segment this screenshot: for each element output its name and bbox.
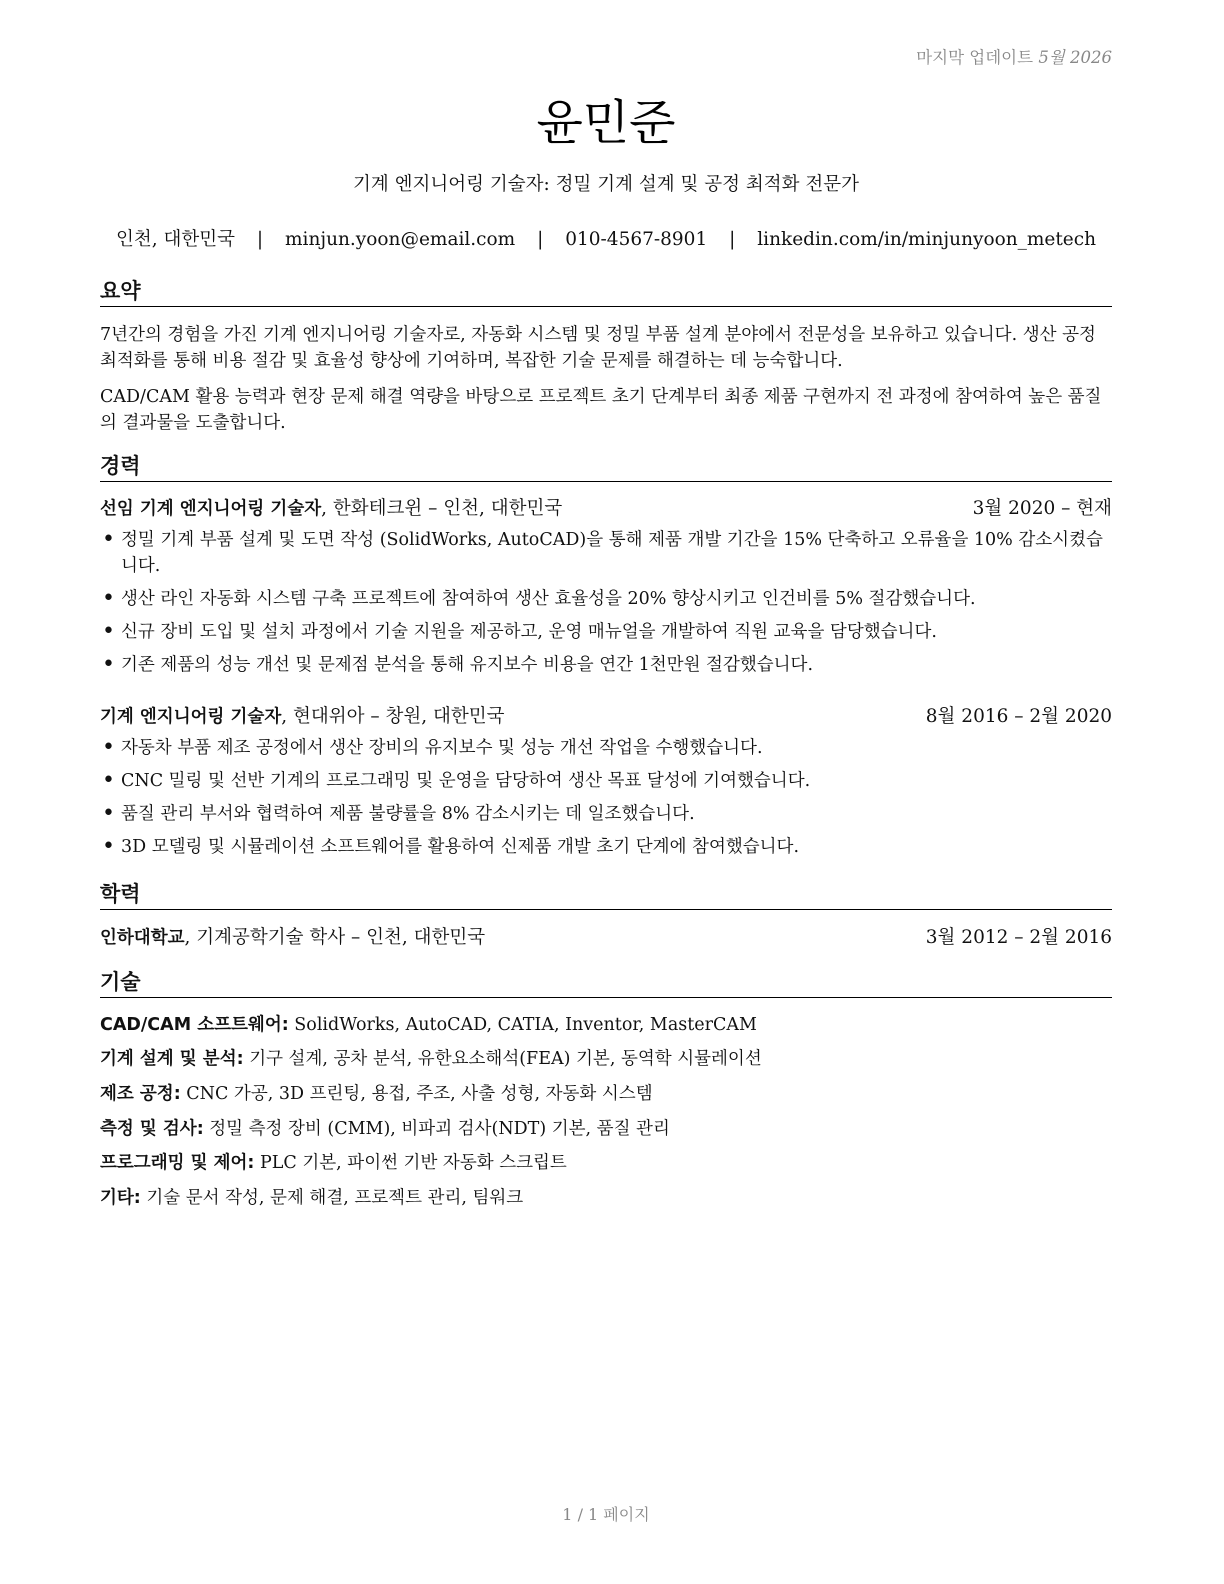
contact-separator: |: [729, 229, 736, 250]
list-item: • 정밀 기계 부품 설계 및 도면 작성 (SolidWorks, AutoCAD)을 통해 제품 개발 기간을 15% 단축하고 오류율을 10% 감소시켰습니다.: [100, 527, 1112, 579]
skill-key: 측정 및 검사:: [100, 1119, 204, 1139]
skill-key: 제조 공정:: [100, 1084, 181, 1104]
skill-row: [100, 1047, 1112, 1071]
list-item: • 기존 제품의 성능 개선 및 문제점 분석을 통해 유지보수 비용을 연간 1천만원 절감했습니다.: [100, 652, 1112, 678]
skill-value: 기구 설계, 공차 분석, 유한요소해석(FEA) 기본, 동역학 시뮬레이션: [243, 1049, 762, 1069]
summary-paragraph: 7년간의 경험을 가진 기계 엔지니어링 기술자로, 자동화 시스템 및 정밀 부품 설계 분야에서 전문성을 보유하고 있습니다. 생산 공정 최적화를 통해 비용 절감 및 효율성 향상에 기여하며, 복잡한 기술 문제를 해결하는 데 능숙합니다.: [100, 325, 1096, 371]
list-item: • 자동차 부품 제조 공정에서 생산 장비의 유지보수 및 성능 개선 작업을 수행했습니다.: [100, 735, 1112, 761]
contact-email[interactable]: minjun.yoon@email.com: [284, 229, 516, 250]
education-date: 3월 2012 – 2월 2016: [925, 927, 1112, 948]
section-title-education: 학력: [100, 881, 1112, 910]
skill-row: [100, 1013, 1112, 1037]
contact-line: [100, 225, 1112, 251]
last-updated-date: 5월 2026: [1038, 48, 1112, 67]
skill-row: [100, 1082, 1112, 1106]
contact-phone: 010-4567-8901: [565, 229, 708, 250]
summary-paragraph: CAD/CAM 활용 능력과 현장 문제 해결 역량을 바탕으로 프로젝트 초기 단계부터 최종 제품 구현까지 전 과정에 참여하여 높은 품질의 결과물을 도출합니다.: [100, 387, 1102, 433]
job-org: , 현대위아 – 창원, 대한민국: [281, 706, 505, 727]
contact-location: 인천, 대한민국: [115, 229, 235, 250]
job-role: 선임 기계 엔지니어링 기술자: [100, 499, 322, 519]
job-bullets: [100, 735, 1112, 867]
skill-row: [100, 1186, 1112, 1210]
job-header: [100, 705, 1112, 729]
job-date: 8월 2016 – 2월 2020: [925, 706, 1112, 727]
skill-key: 기계 설계 및 분석:: [100, 1049, 244, 1069]
skill-key: 기타:: [100, 1188, 141, 1208]
job-header: [100, 497, 1112, 521]
job-org: , 한화테크윈 – 인천, 대한민국: [321, 498, 563, 519]
contact-linkedin[interactable]: linkedin.com/in/minjunyoon_metech: [757, 229, 1097, 250]
section-title-summary: 요약: [100, 278, 1112, 307]
skill-row: [100, 1151, 1112, 1175]
candidate-name: 윤민준: [536, 95, 676, 151]
skill-value: CNC 가공, 3D 프린팅, 용접, 주조, 사출 성형, 자동화 시스템: [180, 1084, 653, 1104]
list-item: • 신규 장비 도입 및 설치 과정에서 기술 지원을 제공하고, 운영 매뉴얼을 개발하여 직원 교육을 담당했습니다.: [100, 619, 1112, 645]
section-title-skills: 기술: [100, 969, 1112, 998]
last-updated: [916, 44, 1112, 68]
skill-value: 정밀 측정 장비 (CMM), 비파괴 검사(NDT) 기본, 품질 관리: [203, 1119, 670, 1139]
education-school: 인하대학교: [100, 928, 185, 948]
candidate-headline: 기계 엔지니어링 기술자: 정밀 기계 설계 및 공정 최적화 전문가: [353, 174, 859, 195]
section-title-experience: 경력: [100, 453, 1112, 482]
last-updated-label: 마지막 업데이트: [916, 48, 1034, 67]
skill-row: [100, 1117, 1112, 1141]
list-item: • 3D 모델링 및 시뮬레이션 소프트웨어를 활용하여 신제품 개발 초기 단계에 참여했습니다.: [100, 834, 1112, 860]
education-entry: [100, 926, 1112, 950]
skill-key: CAD/CAM 소프트웨어:: [100, 1015, 289, 1035]
education-degree: , 기계공학기술 학사 – 인천, 대한민국: [184, 927, 486, 948]
contact-separator: |: [256, 229, 264, 250]
contact-separator: |: [537, 229, 544, 250]
list-item: • CNC 밀링 및 선반 기계의 프로그래밍 및 운영을 담당하여 생산 목표 달성에 기여했습니다.: [100, 768, 1112, 794]
skill-value: 기술 문서 작성, 문제 해결, 프로젝트 관리, 팀워크: [140, 1188, 524, 1208]
list-item: • 품질 관리 부서와 협력하여 제품 불량률을 8% 감소시키는 데 일조했습니다.: [100, 801, 1112, 827]
page-number: 1 / 1 페이지: [562, 1505, 650, 1524]
job-role: 기계 엔지니어링 기술자: [100, 707, 282, 727]
skill-value: PLC 기본, 파이썬 기반 자동화 스크립트: [254, 1153, 567, 1173]
skill-key: 프로그래밍 및 제어:: [100, 1153, 255, 1173]
skill-value: SolidWorks, AutoCAD, CATIA, Inventor, MasterCAM: [288, 1015, 757, 1035]
job-date: 3월 2020 – 현재: [972, 498, 1112, 519]
list-item: • 생산 라인 자동화 시스템 구축 프로젝트에 참여하여 생산 효율성을 20% 향상시키고 인건비를 5% 절감했습니다.: [100, 586, 1112, 612]
job-bullets: [100, 527, 1112, 685]
